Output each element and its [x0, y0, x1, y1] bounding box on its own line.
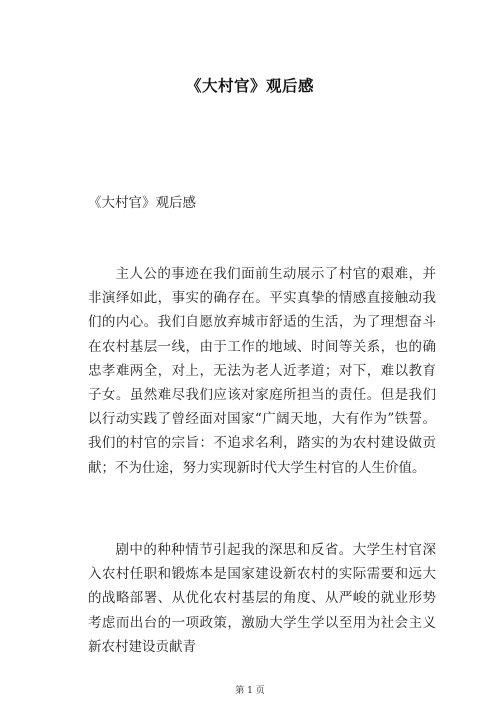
document-subtitle: 《大村官》观后感 [88, 195, 196, 211]
paragraph-1-text: 主人公的事迹在我们面前生动展示了村官的艰难，并非演绎如此，事实的确存在。平实真挚的情感直接触动我们的内心。我们自愿放弃城市舒适的生活，为了理想奋斗在农村基层一线，由于工作的地域、时间等关系，也的确忠孝难两全，对上，无法为老人近孝道；对下，难以教育子女。虽然难尽我们应该对家庭所担当的责任。但是我们以行动实践了曾经面对国家“广阔天地，大有作为”铁誓。我们的村官的宗旨：不追求名利，踏实的为农村建设做贡献；不为仕途，努力实现新时代大学生村官的人生价值。 [88, 266, 436, 476]
paragraph-2 [88, 538, 436, 659]
paragraph-2-text: 剧中的种种情节引起我的深思和反省。大学生村官深入农村任职和锻炼本是国家建设新农村的实际需要和远大的战略部署、从优化农村基层的角度、从严峻的就业形势考虑而出台的一项政策，激励大学生学以至用为社会主义新农村建设贡献青 [88, 542, 436, 655]
paragraph-1 [88, 262, 436, 480]
document-title: 《大村官》观后感 [185, 77, 314, 95]
page-number: 第 1 页 [235, 686, 265, 696]
